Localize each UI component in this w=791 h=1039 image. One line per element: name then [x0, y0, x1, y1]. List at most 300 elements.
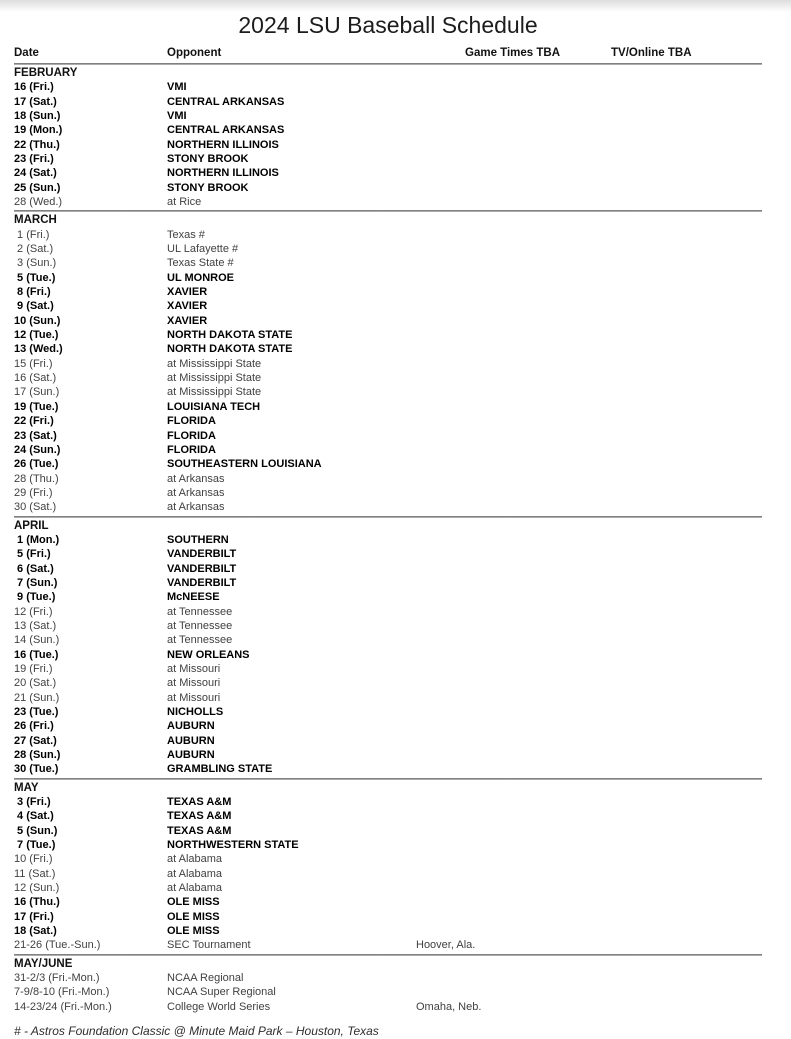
game-location	[416, 547, 611, 561]
game-tv	[611, 734, 762, 748]
game-row	[14, 314, 762, 328]
game-opponent: NORTHERN ILLINOIS	[167, 167, 279, 180]
game-row	[14, 400, 762, 414]
game-tv	[611, 938, 762, 952]
game-tv	[611, 971, 762, 985]
game-opponent: McNEESE	[167, 591, 220, 604]
game-row	[14, 1000, 762, 1014]
game-opponent: STONY BROOK	[167, 153, 249, 166]
game-row	[14, 985, 762, 999]
game-location	[416, 985, 611, 999]
game-opponent: OLE MISS	[167, 910, 220, 923]
game-row	[14, 748, 762, 762]
month-heading: MARCH	[14, 214, 57, 227]
game-date: 19 (Fri.)	[14, 662, 53, 675]
game-date: 15 (Fri.)	[14, 357, 53, 370]
game-opponent: XAVIER	[167, 314, 208, 327]
game-date: 24 (Sat.)	[14, 167, 57, 180]
game-opponent: at Arkansas	[167, 472, 225, 485]
game-tv	[611, 648, 762, 662]
game-opponent: at Arkansas	[167, 486, 225, 499]
game-row	[14, 414, 762, 428]
game-location	[416, 166, 611, 180]
game-opponent: at Missouri	[167, 662, 221, 675]
game-opponent: VANDERBILT	[167, 576, 237, 589]
game-date: 17 (Sun.)	[14, 386, 60, 399]
game-row	[14, 838, 762, 852]
game-row	[14, 181, 762, 195]
game-opponent: FLORIDA	[167, 443, 216, 456]
game-location	[416, 195, 611, 209]
game-date: 12 (Fri.)	[14, 605, 53, 618]
game-opponent: XAVIER	[167, 300, 208, 313]
game-row	[14, 443, 762, 457]
game-date: 11 (Sat.)	[14, 867, 56, 880]
game-date: 5 (Tue.)	[14, 271, 56, 284]
game-location	[416, 357, 611, 371]
game-date: 28 (Sun.)	[14, 749, 61, 762]
game-tv	[611, 881, 762, 895]
game-location	[416, 228, 611, 242]
game-location	[416, 719, 611, 733]
game-row	[14, 195, 762, 209]
game-row	[14, 371, 762, 385]
game-opponent: at Alabama	[167, 867, 223, 880]
game-tv	[611, 314, 762, 328]
game-tv	[611, 809, 762, 823]
game-tv	[611, 256, 762, 270]
game-tv	[611, 109, 762, 123]
game-opponent: at Rice	[167, 196, 202, 209]
game-location	[416, 838, 611, 852]
game-date: 10 (Fri.)	[14, 853, 53, 866]
game-date: 1 (Fri.)	[14, 228, 50, 241]
game-date: 21 (Sun.)	[14, 691, 60, 704]
game-location	[416, 924, 611, 938]
game-date: 3 (Fri.)	[14, 796, 51, 808]
game-row	[14, 342, 762, 356]
month-heading: MAY	[14, 781, 39, 794]
game-opponent: CENTRAL ARKANSAS	[167, 124, 285, 137]
game-location	[416, 795, 611, 809]
game-tv	[611, 242, 762, 256]
game-date: 10 (Sun.)	[14, 314, 61, 327]
game-date: 4 (Sat.)	[14, 810, 54, 823]
game-row	[14, 95, 762, 109]
game-date: 7 (Tue.)	[14, 839, 56, 852]
game-opponent: at Mississippi State	[167, 357, 262, 370]
game-opponent: at Arkansas	[167, 501, 225, 514]
game-opponent: at Tennessee	[167, 605, 233, 618]
game-row	[14, 138, 762, 152]
game-tv	[611, 371, 762, 385]
month-heading: MAY/JUNE	[14, 957, 73, 970]
game-row	[14, 562, 762, 576]
game-tv	[611, 299, 762, 313]
game-row	[14, 605, 762, 619]
game-location	[416, 648, 611, 662]
section-divider	[14, 210, 762, 212]
footnote: # - Astros Foundation Classic @ Minute Maid Park – Houston, Texas	[14, 1024, 379, 1039]
game-tv	[611, 895, 762, 909]
game-opponent: at Alabama	[167, 882, 223, 895]
game-tv	[611, 795, 762, 809]
game-row	[14, 271, 762, 285]
game-tv	[611, 486, 762, 500]
game-location	[416, 400, 611, 414]
game-location	[416, 691, 611, 705]
game-location	[416, 152, 611, 166]
game-date: 9 (Sat.)	[14, 300, 54, 313]
game-date: 23 (Fri.)	[14, 153, 54, 166]
game-opponent: NORTH DAKOTA STATE	[167, 343, 293, 356]
game-opponent: NCAA Super Regional	[167, 986, 276, 999]
game-location	[416, 881, 611, 895]
game-tv	[611, 985, 762, 999]
game-location	[416, 662, 611, 676]
game-date: 12 (Sun.)	[14, 882, 60, 895]
game-tv	[611, 80, 762, 94]
game-location	[416, 385, 611, 399]
game-location	[416, 242, 611, 256]
page-title: 2024 LSU Baseball Schedule	[238, 12, 538, 38]
game-tv	[611, 748, 762, 762]
game-location	[416, 472, 611, 486]
game-tv	[611, 123, 762, 137]
game-date: 26 (Fri.)	[14, 720, 54, 733]
game-location	[416, 748, 611, 762]
game-location	[416, 705, 611, 719]
game-location	[416, 734, 611, 748]
game-location	[416, 138, 611, 152]
game-date: 30 (Tue.)	[14, 763, 59, 776]
table-header-row	[14, 47, 762, 62]
game-date: 23 (Sat.)	[14, 429, 57, 442]
game-row	[14, 500, 762, 514]
game-tv	[611, 166, 762, 180]
game-tv	[611, 838, 762, 852]
game-location	[416, 895, 611, 909]
game-date: 25 (Sun.)	[14, 181, 61, 194]
game-row	[14, 762, 762, 776]
game-row	[14, 648, 762, 662]
game-row	[14, 633, 762, 647]
game-date: 29 (Fri.)	[14, 486, 53, 499]
game-date: 12 (Tue.)	[14, 329, 59, 342]
game-row	[14, 895, 762, 909]
game-date: 17 (Fri.)	[14, 910, 54, 923]
game-tv	[611, 500, 762, 514]
game-opponent: VANDERBILT	[167, 562, 237, 575]
game-date: 5 (Fri.)	[14, 548, 51, 561]
game-opponent: Texas State #	[167, 257, 234, 270]
game-opponent: NCAA Regional	[167, 972, 244, 985]
game-date: 1 (Mon.)	[14, 533, 60, 546]
game-date: 16 (Fri.)	[14, 81, 54, 94]
game-row	[14, 152, 762, 166]
game-row	[14, 705, 762, 719]
game-row	[14, 795, 762, 809]
game-opponent: VMI	[167, 109, 187, 122]
game-opponent: at Alabama	[167, 853, 223, 866]
game-date: 3 (Sun.)	[14, 257, 57, 270]
game-date: 23 (Tue.)	[14, 705, 59, 718]
game-tv	[611, 181, 762, 195]
game-tv	[611, 357, 762, 371]
game-row	[14, 852, 762, 866]
game-location	[416, 852, 611, 866]
schedule-body	[14, 63, 762, 1014]
game-row	[14, 242, 762, 256]
game-location: Hoover, Ala.	[416, 939, 476, 952]
game-date: 27 (Sat.)	[14, 734, 57, 747]
game-opponent: NEW ORLEANS	[167, 648, 250, 661]
game-opponent: OLE MISS	[167, 925, 220, 938]
game-opponent: AUBURN	[167, 720, 215, 733]
game-location	[416, 633, 611, 647]
game-opponent: at Missouri	[167, 691, 221, 704]
game-date: 17 (Sat.)	[14, 95, 57, 108]
game-row	[14, 809, 762, 823]
game-date: 16 (Tue.)	[14, 648, 59, 661]
game-tv	[611, 662, 762, 676]
game-tv	[611, 95, 762, 109]
game-row	[14, 662, 762, 676]
game-location	[416, 123, 611, 137]
game-location	[416, 605, 611, 619]
game-row	[14, 867, 762, 881]
game-row	[14, 691, 762, 705]
game-opponent: NICHOLLS	[167, 705, 224, 718]
game-tv	[611, 547, 762, 561]
game-tv	[611, 824, 762, 838]
game-row	[14, 734, 762, 748]
game-row	[14, 357, 762, 371]
game-row	[14, 109, 762, 123]
game-tv	[611, 562, 762, 576]
game-location	[416, 181, 611, 195]
game-date: 16 (Thu.)	[14, 896, 60, 909]
game-location	[416, 971, 611, 985]
game-opponent: NORTHERN ILLINOIS	[167, 138, 279, 151]
game-tv	[611, 852, 762, 866]
section-divider	[14, 516, 762, 518]
game-opponent: GRAMBLING STATE	[167, 763, 273, 776]
game-row	[14, 881, 762, 895]
game-row	[14, 824, 762, 838]
game-location	[416, 429, 611, 443]
game-row	[14, 385, 762, 399]
game-row	[14, 910, 762, 924]
game-date: 24 (Sun.)	[14, 443, 61, 456]
game-opponent: UL MONROE	[167, 271, 235, 284]
game-date: 30 (Sat.)	[14, 501, 57, 514]
game-date: 14 (Sun.)	[14, 634, 60, 647]
game-location	[416, 809, 611, 823]
game-location	[416, 533, 611, 547]
game-date: 7-9/8-10 (Fri.-Mon.)	[14, 986, 110, 999]
game-tv	[611, 443, 762, 457]
game-date: 22 (Fri.)	[14, 415, 54, 428]
game-opponent: at Mississippi State	[167, 386, 262, 399]
game-date: 21-26 (Tue.-Sun.)	[14, 939, 101, 952]
game-opponent: at Missouri	[167, 677, 221, 690]
game-location	[416, 299, 611, 313]
game-date: 16 (Sat.)	[14, 372, 57, 385]
game-tv	[611, 533, 762, 547]
game-tv	[611, 867, 762, 881]
game-location	[416, 619, 611, 633]
game-tv	[611, 342, 762, 356]
game-tv	[611, 328, 762, 342]
game-row	[14, 590, 762, 604]
game-location	[416, 910, 611, 924]
game-date: 18 (Sun.)	[14, 109, 61, 122]
game-location	[416, 590, 611, 604]
game-row	[14, 971, 762, 985]
game-location	[416, 256, 611, 270]
game-row	[14, 285, 762, 299]
game-location	[416, 500, 611, 514]
game-tv	[611, 429, 762, 443]
game-date: 6 (Sat.)	[14, 562, 54, 575]
game-opponent: STONY BROOK	[167, 181, 249, 194]
game-row	[14, 576, 762, 590]
game-opponent: College World Series	[167, 1000, 271, 1013]
game-tv	[611, 400, 762, 414]
game-location	[416, 328, 611, 342]
game-location	[416, 314, 611, 328]
game-location	[416, 109, 611, 123]
game-tv	[611, 691, 762, 705]
game-tv	[611, 605, 762, 619]
game-tv	[611, 457, 762, 471]
game-opponent: SEC Tournament	[167, 939, 251, 952]
game-location	[416, 95, 611, 109]
game-location	[416, 457, 611, 471]
game-row	[14, 80, 762, 94]
game-location	[416, 371, 611, 385]
game-opponent: NORTH DAKOTA STATE	[167, 329, 293, 342]
game-opponent: SOUTHEASTERN LOUISIANA	[167, 458, 322, 471]
game-date: 28 (Wed.)	[14, 196, 63, 209]
game-tv	[611, 285, 762, 299]
section-divider	[14, 954, 762, 956]
game-opponent: TEXAS A&M	[167, 824, 232, 837]
game-opponent: TEXAS A&M	[167, 810, 232, 823]
game-opponent: LOUISIANA TECH	[167, 400, 261, 413]
game-opponent: OLE MISS	[167, 896, 220, 909]
game-tv	[611, 619, 762, 633]
game-location	[416, 676, 611, 690]
game-row	[14, 457, 762, 471]
game-opponent: TEXAS A&M	[167, 796, 232, 808]
game-location	[416, 80, 611, 94]
game-opponent: at Mississippi State	[167, 372, 262, 385]
game-opponent: FLORIDA	[167, 415, 216, 428]
game-tv	[611, 138, 762, 152]
game-date: 20 (Sat.)	[14, 677, 57, 690]
game-date: 28 (Thu.)	[14, 472, 59, 485]
game-opponent: VMI	[167, 81, 187, 94]
game-tv	[611, 762, 762, 776]
game-opponent: SOUTHERN	[167, 533, 229, 546]
game-tv	[611, 385, 762, 399]
game-date: 8 (Fri.)	[14, 286, 51, 299]
game-opponent: AUBURN	[167, 734, 215, 747]
game-date: 13 (Sat.)	[14, 619, 57, 632]
game-tv	[611, 910, 762, 924]
game-row	[14, 676, 762, 690]
section-divider	[14, 63, 762, 65]
game-tv	[611, 719, 762, 733]
game-date: 18 (Sat.)	[14, 925, 57, 938]
month-heading: FEBRUARY	[14, 67, 78, 79]
game-location	[416, 443, 611, 457]
game-opponent: UL Lafayette #	[167, 243, 239, 256]
game-opponent: at Tennessee	[167, 634, 233, 647]
game-date: 5 (Sun.)	[14, 824, 58, 837]
game-row	[14, 619, 762, 633]
game-row	[14, 472, 762, 486]
game-location	[416, 285, 611, 299]
game-opponent: VANDERBILT	[167, 548, 237, 561]
game-location	[416, 271, 611, 285]
game-location	[416, 576, 611, 590]
column-header-opponent: Opponent	[167, 47, 222, 59]
game-tv	[611, 195, 762, 209]
game-location	[416, 867, 611, 881]
game-row	[14, 429, 762, 443]
game-location	[416, 824, 611, 838]
game-date: 9 (Tue.)	[14, 591, 56, 604]
game-tv	[611, 1000, 762, 1014]
game-row	[14, 256, 762, 270]
game-date: 19 (Tue.)	[14, 400, 59, 413]
game-location	[416, 342, 611, 356]
game-location	[416, 762, 611, 776]
game-tv	[611, 414, 762, 428]
game-date: 14-23/24 (Fri.-Mon.)	[14, 1000, 112, 1013]
section-divider	[14, 778, 762, 780]
column-header-tv-online: TV/Online TBA	[611, 47, 692, 59]
game-row	[14, 547, 762, 561]
game-date: 7 (Sun.)	[14, 576, 58, 589]
game-opponent: XAVIER	[167, 286, 208, 299]
game-opponent: CENTRAL ARKANSAS	[167, 95, 285, 108]
game-row	[14, 166, 762, 180]
game-location	[416, 486, 611, 500]
game-location	[416, 414, 611, 428]
game-opponent: NORTHWESTERN STATE	[167, 839, 299, 852]
game-opponent: at Tennessee	[167, 619, 233, 632]
game-opponent: FLORIDA	[167, 429, 216, 442]
game-tv	[611, 633, 762, 647]
game-row	[14, 924, 762, 938]
game-row	[14, 123, 762, 137]
game-row	[14, 719, 762, 733]
game-date: 13 (Wed.)	[14, 343, 63, 356]
game-date: 26 (Tue.)	[14, 458, 59, 471]
game-tv	[611, 472, 762, 486]
game-location: Omaha, Neb.	[416, 1000, 482, 1013]
game-tv	[611, 924, 762, 938]
game-opponent: Texas #	[167, 228, 205, 241]
game-row	[14, 328, 762, 342]
game-tv	[611, 590, 762, 604]
game-location	[416, 562, 611, 576]
game-row	[14, 486, 762, 500]
